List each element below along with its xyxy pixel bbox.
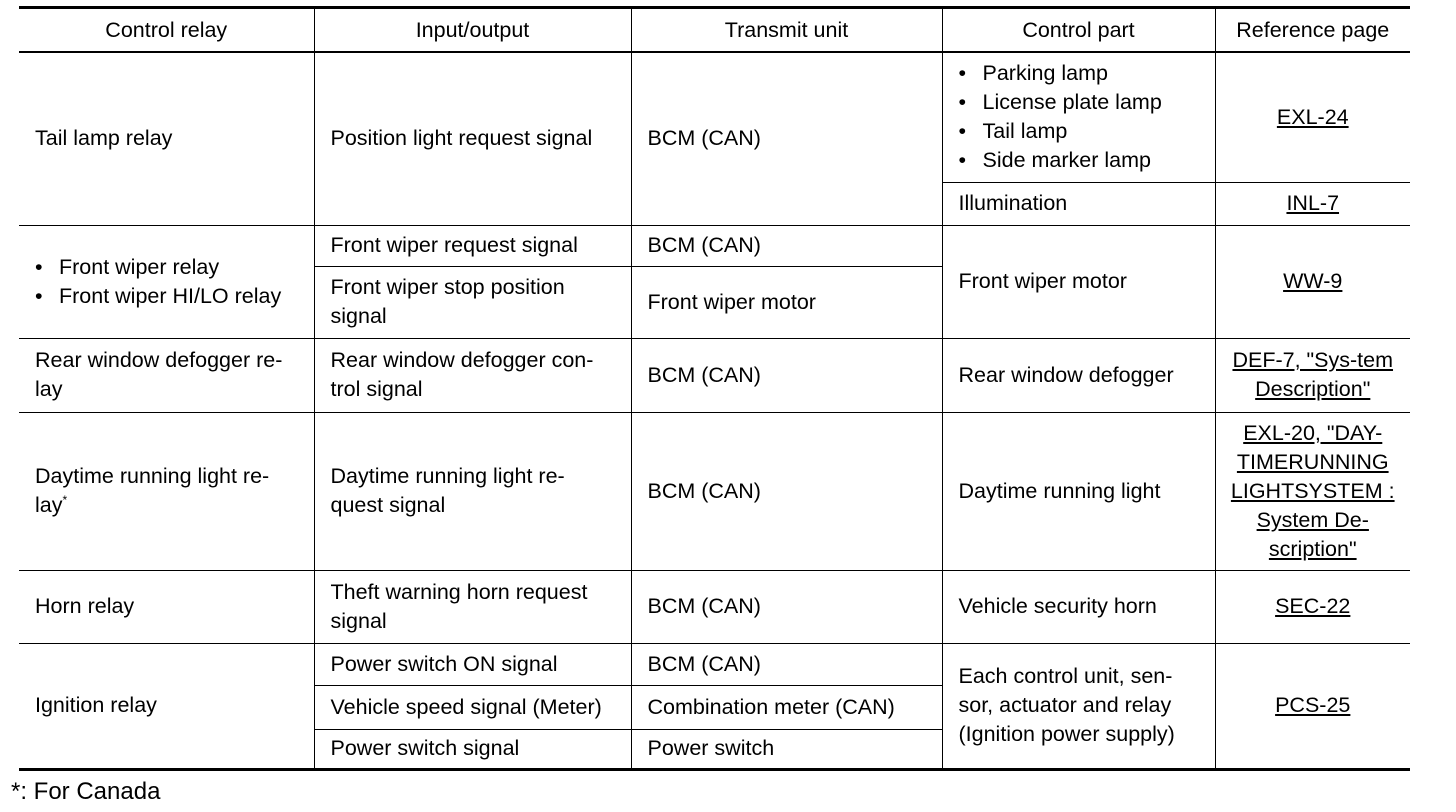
list-item: • Front wiper relay: [35, 253, 298, 282]
power-switch-transmit-cell: Power switch: [631, 729, 942, 769]
front-wiper-stop-transmit-cell: Front wiper motor: [631, 266, 942, 338]
list-item: • Front wiper HI/LO relay: [35, 282, 298, 311]
header-control-part: Control part: [942, 8, 1215, 53]
list-item: • License plate lamp: [959, 88, 1199, 117]
header-control-relay: Control relay: [19, 8, 314, 53]
ignition-on-signal-cell: Power switch ON signal: [314, 643, 631, 685]
vehicle-speed-transmit-cell: Combination meter (CAN): [631, 685, 942, 729]
front-wiper-ref-cell: [1215, 225, 1410, 338]
header-reference-page: Reference page: [1215, 8, 1410, 53]
front-wiper-relay-cell: [19, 225, 314, 338]
canada-footnote-mark: *: [62, 493, 68, 507]
table-row: [19, 225, 1410, 266]
tail-lamp-relay-cell: Tail lamp relay: [19, 52, 314, 225]
header-row: [19, 8, 1410, 53]
ignition-on-transmit-cell: BCM (CAN): [631, 643, 942, 685]
power-switch-signal-cell: Power switch signal: [314, 729, 631, 769]
front-wiper-request-signal-cell: Front wiper request signal: [314, 225, 631, 266]
rear-defogger-part-cell: Rear window defogger: [942, 338, 1215, 412]
table-row: [19, 570, 1410, 643]
table-row: [19, 52, 1410, 182]
rear-defogger-relay-cell: Rear window defogger re-lay: [19, 338, 314, 412]
rear-defogger-ref-cell: [1215, 338, 1410, 412]
ignition-relay-cell: Ignition relay: [19, 643, 314, 769]
rear-defogger-signal-cell: Rear window defogger con-trol signal: [314, 338, 631, 412]
reference-link-ww-9[interactable]: WW-9: [1283, 269, 1343, 293]
tail-lamp-parts-list: [959, 59, 1199, 175]
table-row: [19, 412, 1410, 570]
list-item: • Tail lamp: [959, 117, 1199, 146]
reference-link-exl-20[interactable]: EXL-20, "DAY-TIMERUNNING LIGHTSYSTEM : System De-scription": [1230, 420, 1395, 561]
rear-defogger-transmit-cell: BCM (CAN): [631, 338, 942, 412]
tail-lamp-transmit-cell: BCM (CAN): [631, 52, 942, 225]
tail-lamp-signal-cell: Position light request signal: [314, 52, 631, 225]
tail-lamp-parts-cell: [942, 52, 1215, 182]
daytime-signal-cell: Daytime running light re-quest signal: [314, 412, 631, 570]
reference-link-def-7[interactable]: DEF-7, "Sys-tem Description": [1232, 348, 1394, 401]
vehicle-speed-signal-cell: Vehicle speed signal (Meter): [314, 685, 631, 729]
reference-link-pcs-25[interactable]: PCS-25: [1275, 693, 1351, 717]
horn-transmit-cell: BCM (CAN): [631, 570, 942, 643]
footnote: *: For Canada: [11, 778, 161, 805]
daytime-relay-label: Daytime running light re-lay: [35, 464, 270, 517]
reference-link-inl-7[interactable]: INL-7: [1286, 191, 1340, 215]
ignition-part-cell: Each control unit, sen-sor, actuator and relay (Ignition power supply): [942, 643, 1215, 769]
horn-relay-cell: Horn relay: [19, 570, 314, 643]
ignition-ref-cell: [1215, 643, 1410, 769]
table-row: [19, 643, 1410, 685]
horn-ref-cell: [1215, 570, 1410, 643]
horn-part-cell: Vehicle security horn: [942, 570, 1215, 643]
table-row: [19, 338, 1410, 412]
control-relay-table: [19, 6, 1410, 771]
header-input-output: Input/output: [314, 8, 631, 53]
reference-link-sec-22[interactable]: SEC-22: [1275, 594, 1351, 618]
daytime-part-cell: Daytime running light: [942, 412, 1215, 570]
list-item: • Side marker lamp: [959, 146, 1199, 175]
list-item: • Parking lamp: [959, 59, 1199, 88]
front-wiper-request-transmit-cell: BCM (CAN): [631, 225, 942, 266]
horn-signal-cell: Theft warning horn request signal: [314, 570, 631, 643]
daytime-ref-cell: [1215, 412, 1410, 570]
daytime-transmit-cell: BCM (CAN): [631, 412, 942, 570]
tail-lamp-parts-ref-cell: [1215, 52, 1410, 182]
illumination-ref-cell: [1215, 182, 1410, 225]
reference-link-exl-24[interactable]: EXL-24: [1276, 104, 1349, 129]
front-wiper-part-cell: Front wiper motor: [942, 225, 1215, 338]
daytime-relay-cell: [19, 412, 314, 570]
front-wiper-relay-list: [35, 253, 298, 311]
illumination-cell: Illumination: [942, 182, 1215, 225]
front-wiper-stop-signal-cell: Front wiper stop position signal: [314, 266, 631, 338]
header-transmit-unit: Transmit unit: [631, 8, 942, 53]
